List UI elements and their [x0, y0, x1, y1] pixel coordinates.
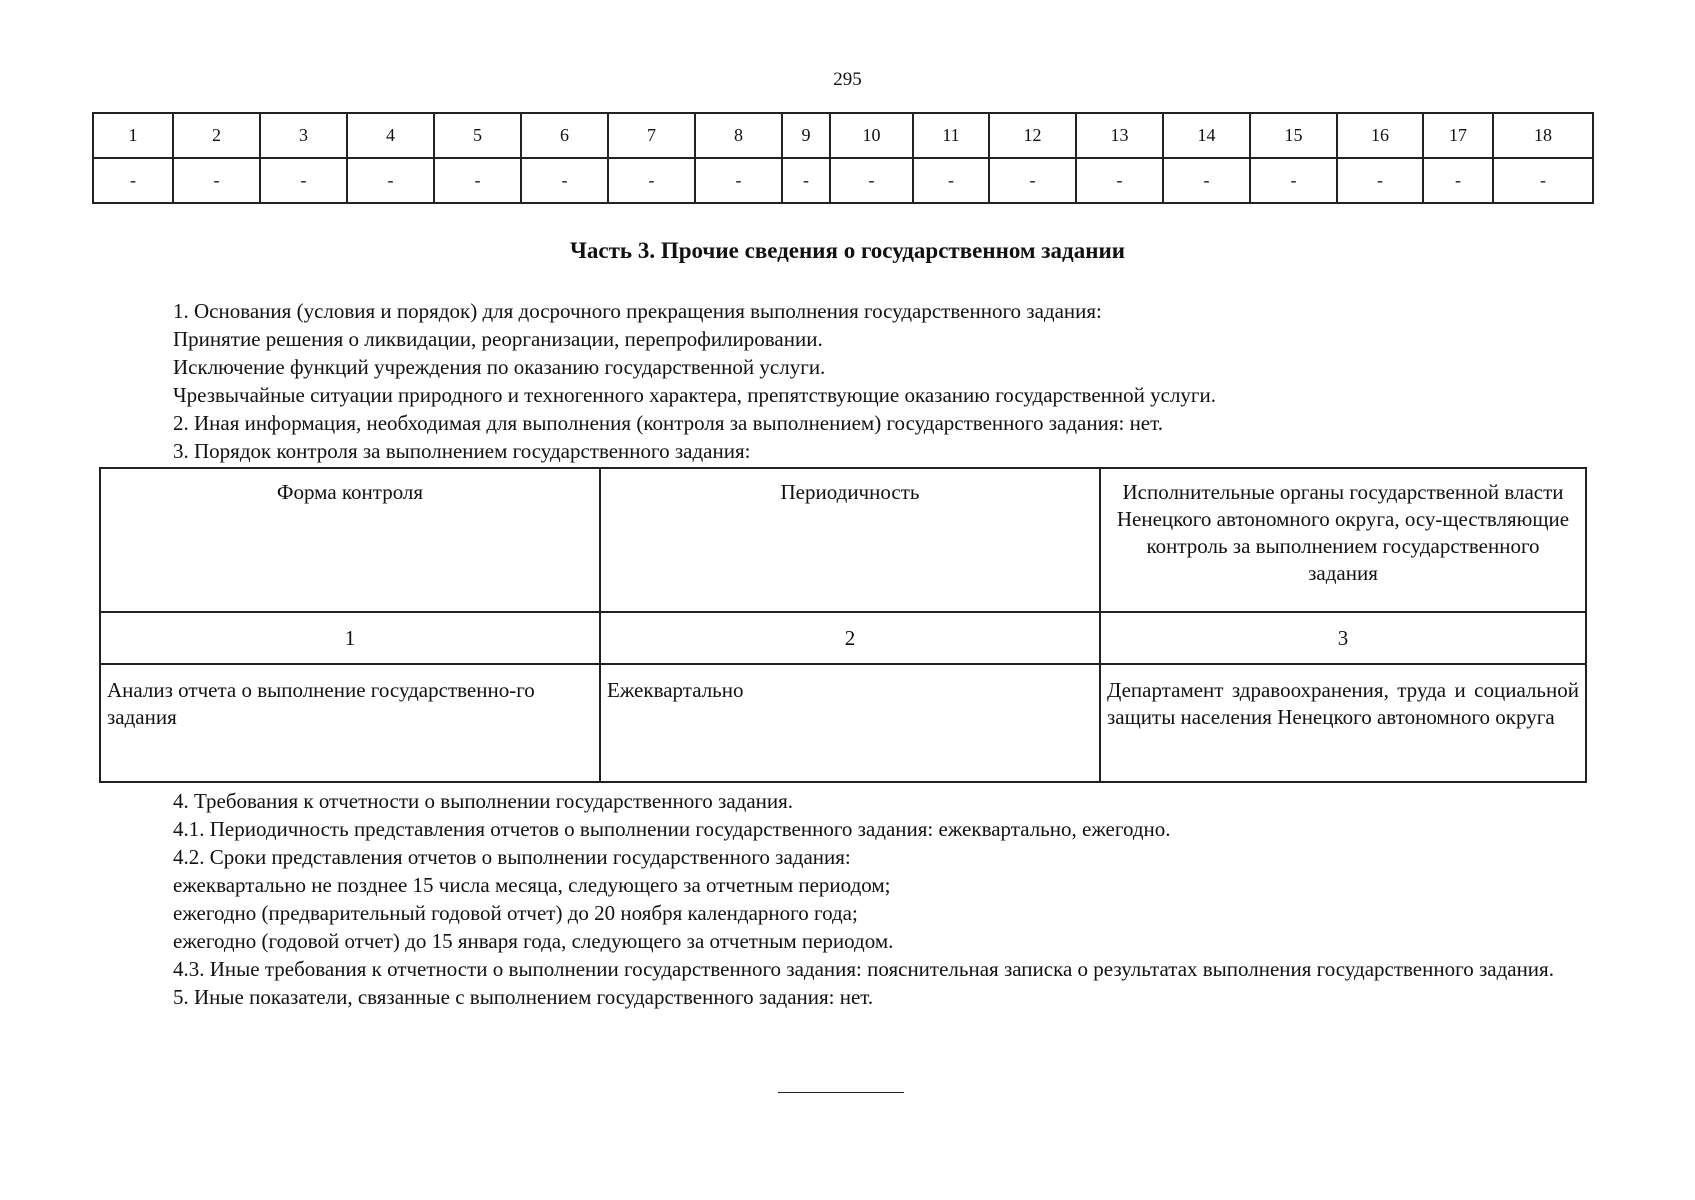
- table-cell: -: [1250, 158, 1337, 203]
- indicators-table: [92, 112, 1594, 204]
- indicators-value-row: [93, 158, 1593, 203]
- paragraph: 3. Порядок контроля за выполнением государственного задания:: [173, 439, 751, 463]
- paragraph: ежегодно (предварительный годовой отчет) до 20 ноября календарного года;: [173, 901, 858, 925]
- table-cell: -: [989, 158, 1076, 203]
- column-header-periodicity: Периодичность: [600, 468, 1100, 612]
- table-cell: -: [913, 158, 989, 203]
- paragraph: Чрезвычайные ситуации природного и техногенного характера, препятствующие оказанию государственной услуги.: [173, 383, 1217, 407]
- control-table: [99, 467, 1587, 783]
- table-cell: -: [521, 158, 608, 203]
- paragraph: 4.1. Периодичность представления отчетов о выполнении государственного задания: ежеквартально, ежегодно.: [173, 817, 1171, 841]
- column-header-control-form: Форма контроля: [100, 468, 600, 612]
- column-number: 3: [1100, 612, 1586, 664]
- column-number: 6: [521, 113, 608, 158]
- paragraph: ежеквартально не позднее 15 числа месяца, следующего за отчетным периодом;: [173, 873, 891, 897]
- table-cell: Ежеквартально: [600, 664, 1100, 782]
- column-number: 7: [608, 113, 695, 158]
- column-number: 14: [1163, 113, 1250, 158]
- section-title: Часть 3. Прочие сведения о государственном задании: [570, 238, 1125, 263]
- column-number: 10: [830, 113, 913, 158]
- indicators-header-row: [93, 113, 1593, 158]
- table-cell: -: [93, 158, 173, 203]
- reporting-requirements: [100, 787, 1585, 1011]
- paragraph: 1. Основания (условия и порядок) для досрочного прекращения выполнения государственного задания:: [173, 299, 1102, 323]
- table-cell: -: [1423, 158, 1493, 203]
- paragraph: 4.2. Сроки представления отчетов о выполнении государственного задания:: [173, 845, 851, 869]
- column-number: 12: [989, 113, 1076, 158]
- column-number: 15: [1250, 113, 1337, 158]
- paragraph: 4. Требования к отчетности о выполнении государственного задания.: [173, 789, 794, 813]
- column-number: 18: [1493, 113, 1593, 158]
- table-cell: -: [1163, 158, 1250, 203]
- column-number: 5: [434, 113, 521, 158]
- column-number: 13: [1076, 113, 1163, 158]
- column-number: 9: [782, 113, 830, 158]
- column-number: 2: [173, 113, 260, 158]
- table-cell: -: [260, 158, 347, 203]
- page-number: 295: [833, 69, 862, 90]
- control-table-header-row: [100, 468, 1586, 612]
- column-number: 3: [260, 113, 347, 158]
- paragraph: 4.3. Иные требования к отчетности о выполнении государственного задания: пояснительная записка о результатах выполнения государственного задания.: [173, 957, 1554, 981]
- column-number: 17: [1423, 113, 1493, 158]
- table-cell: -: [782, 158, 830, 203]
- table-cell: Анализ отчета о выполнение государственно-го задания: [100, 664, 600, 782]
- column-number: 1: [100, 612, 600, 664]
- table-cell: -: [608, 158, 695, 203]
- table-cell: -: [695, 158, 782, 203]
- table-cell: -: [434, 158, 521, 203]
- column-number: 11: [913, 113, 989, 158]
- paragraph: Принятие решения о ликвидации, реорганизации, перепрофилировании.: [173, 327, 823, 351]
- paragraph: 5. Иные показатели, связанные с выполнением государственного задания: нет.: [173, 985, 874, 1009]
- table-cell: -: [1076, 158, 1163, 203]
- paragraph: 2. Иная информация, необходимая для выполнения (контроля за выполнением) государственного задания: нет.: [173, 411, 1163, 435]
- termination-paragraphs: [173, 297, 1593, 465]
- table-cell: -: [1337, 158, 1423, 203]
- column-number: 2: [600, 612, 1100, 664]
- column-number: 8: [695, 113, 782, 158]
- table-cell: -: [173, 158, 260, 203]
- paragraph: Исключение функций учреждения по оказанию государственной услуги.: [173, 355, 826, 379]
- table-cell: -: [830, 158, 913, 203]
- column-number: 16: [1337, 113, 1423, 158]
- table-cell: -: [347, 158, 434, 203]
- column-number: 4: [347, 113, 434, 158]
- control-table-number-row: [100, 612, 1586, 664]
- column-number: 1: [93, 113, 173, 158]
- column-header-authorities: Исполнительные органы государственной власти Ненецкого автономного округа, осу-ществляющие контроль за выполнением государственного задания: [1100, 468, 1586, 612]
- table-cell: -: [1493, 158, 1593, 203]
- table-row: [100, 664, 1586, 782]
- paragraph: ежегодно (годовой отчет) до 15 января года, следующего за отчетным периодом.: [173, 929, 894, 953]
- table-cell: Департамент здравоохранения, труда и социальной защиты населения Ненецкого автономного округа: [1100, 664, 1586, 782]
- end-divider: [778, 1092, 904, 1093]
